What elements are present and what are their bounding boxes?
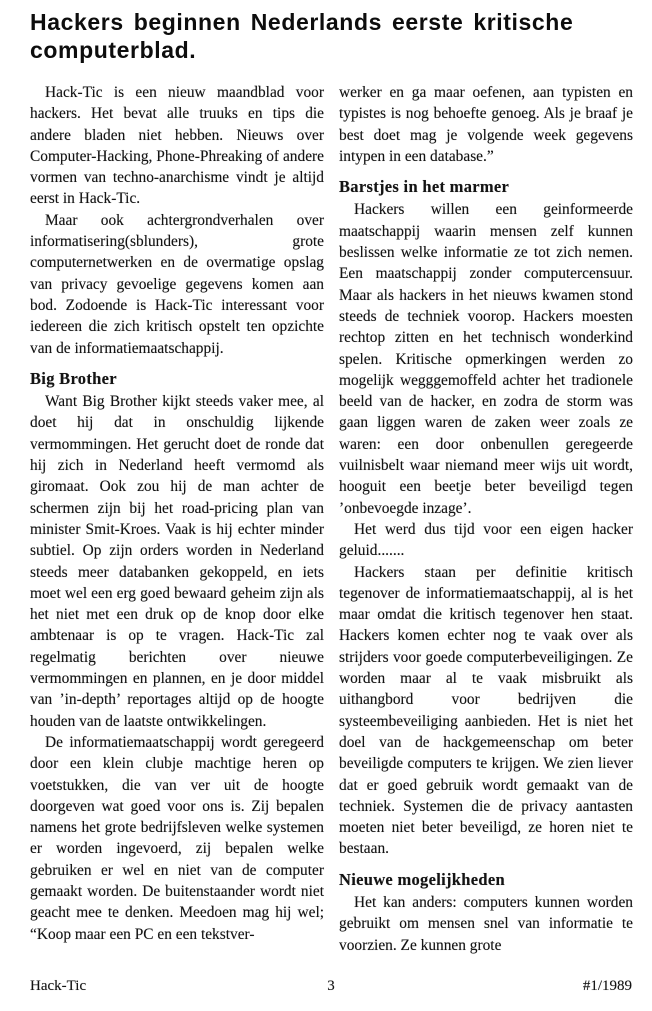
article-paragraph: Want Big Brother kijkt steeds vaker mee, al doet hij dat in onschuldig lijkende vermommingen. Het gerucht doet de ronde dat hij zich in Nederland heeft vermomd als giromaat. Ook zou hij de man achter de schermen zijn bij het road-pricing plan van minister Smit-Kroes. Vaak is hij echter minder subtiel. Op zijn orders worden in Nederland steeds meer databanken gekoppeld, en iets moet wel een erg goed bewaard geheim zijn als het niet met een druk op de knop door elke ambtenaar is op te vragen. Hack-Tic zal regelmatig berichten over nieuwe vermommingen en plannen, en je door middel van ’in-depth’ reportages altijd op de hoogte houden van de laatste ontwikkelingen. — [30, 393, 324, 730]
footer-issue-number: #1/1989 — [582, 978, 632, 994]
section-heading: Big Brother — [30, 368, 117, 388]
article-title — [30, 8, 630, 64]
article-paragraph: Hackers staan per definitie kritisch tegenover de informatiemaatschappij, al is het maar omdat die kritisch tegenover hen staat. Hackers komen echter nog te vaak over als strijders voor goede computerbeveiligingen. Ze worden maar al te vaak misbruikt als uithangbord voor bedrijven die systeembeveiliging aanbieden. Het is niet het doel van de hackgemeenschap om beter beveiligde computers te krijgen. We zien liever dat er goed gebruik wordt gemaakt van de techniek. Systemen die de privacy aantasten moeten niet beter beveiligd, ze horen niet te bestaan. — [339, 563, 633, 858]
footer-magazine-name: Hack-Tic — [30, 978, 87, 994]
article-paragraph: Hack-Tic is een nieuw maandblad voor hackers. Het bevat alle truuks en tips die andere bladen niet hebben. Nieuws over Computer-Hacking, Phone-Phreaking of andere vormen van techno-anarchisme vindt je altijd eerst in Hack-Tic. — [30, 84, 324, 208]
section-heading: Nieuwe mogelijkheden — [339, 869, 505, 889]
column-right — [339, 82, 633, 956]
footer-page-number: 3 — [327, 978, 335, 994]
article-paragraph: Het kan anders: computers kunnen worden gebruikt om mensen snel van informatie te voorzien. Ze kunnen grote — [339, 893, 633, 954]
article-paragraph: De informatiemaatschappij wordt geregeerd door een klein clubje machtige heren op voetstukken, die van ver uit de hoogte doorgeven wat goed voor ons is. Zij bepalen namens het grote bedrijfsleven welke systemen er worden ingevoerd, zij bepalen welke gebruiken er wel en niet van de computer gemaakt worden. De buitenstaander wordt niet geacht mee te denken. Meedoen mag hij wel; “Koop maar een PC en een tekstver- — [30, 733, 324, 943]
article-paragraph: Hackers willen een geinformeerde maatschappij waarin mensen zelf kunnen beslissen welke informatie ze tot zich nemen. Een maatschappij zonder computercensuur. Maar als hackers in het nieuws kwamen stond steeds de techniek voorop. Hackers moesten rechtop zitten en het technisch wonderkind spelen. Kritische opmerkingen werden zo mogelijk wegggemoffeld achter het tradionele beeld van de hacker, en zodra de storm was gaan liggen waren de zaken weer zoals ze waren: een door onbenullen geregeerde vuilnisbelt waar niemand meer wijs uit wordt, hooguit een beetje beter beveiligd tegen ’onbevoegde inzage’. — [339, 201, 633, 517]
section-heading: Barstjes in het marmer — [339, 177, 510, 197]
article-paragraph: Maar ook achtergrondverhalen over informatisering(sblunders), grote computernetwerken en de overmatige opslag van privacy gevoelige gegevens komen aan bod. Zodoende is Hack-Tic interessant voor iedereen die zich kritisch opstelt ten opzichte van de informatiemaatschappij. — [30, 211, 324, 357]
article-title-line1: Hackers beginnen Nederlands eerste kritische — [30, 9, 574, 35]
column-left — [30, 82, 324, 945]
article-paragraph: Het werd dus tijd voor een eigen hacker geluid....... — [339, 520, 633, 560]
article-title-line2: computerblad. — [30, 37, 197, 63]
article-paragraph: werker en ga maar oefenen, aan typisten en typistes is nog behoefte genoeg. Als je braaf je best doet mag je volgende week gegevens intypen in een database.” — [339, 84, 633, 165]
